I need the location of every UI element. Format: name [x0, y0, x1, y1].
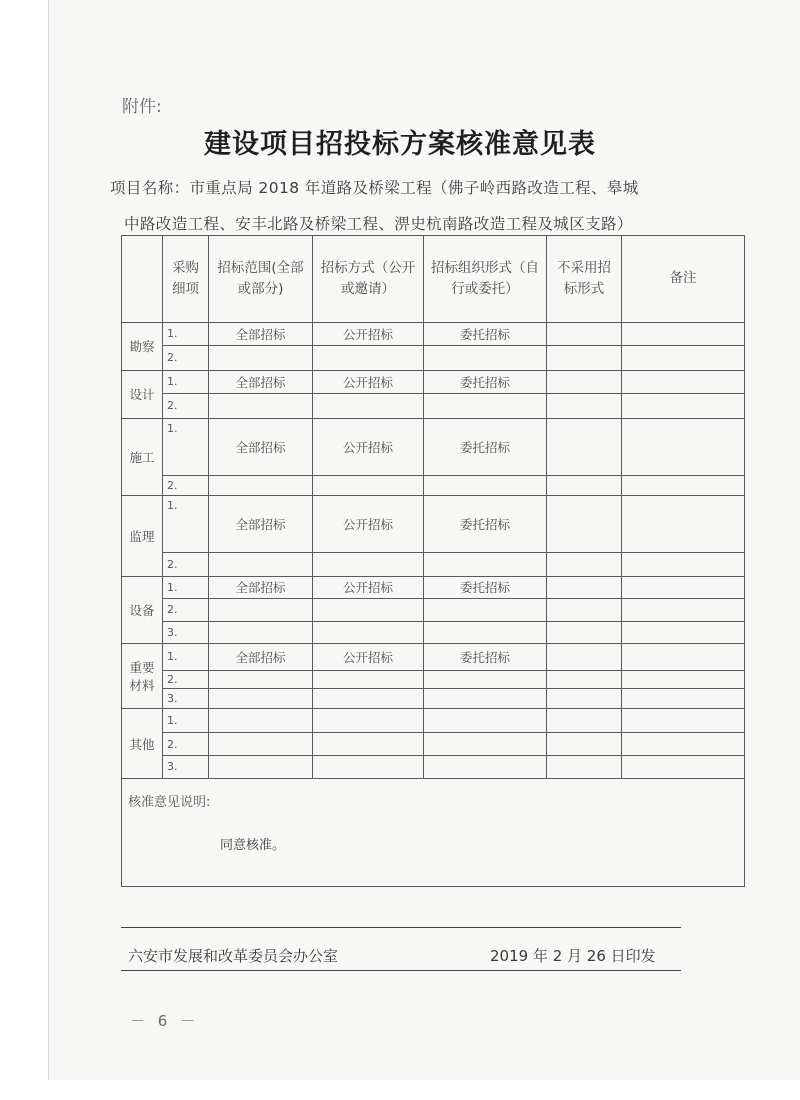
scope-cell: [209, 621, 313, 643]
remarks-cell: [622, 670, 745, 688]
scope-cell: [209, 732, 313, 755]
page-title: 建设项目招投标方案核准意见表: [204, 129, 596, 160]
table-row: [122, 418, 745, 475]
organization-cell: 委托招标: [424, 418, 547, 475]
not-adopted-cell: [547, 394, 622, 418]
header-scope: 招标范围(全部或部分): [209, 236, 313, 323]
approval-form-table: [121, 235, 745, 887]
table-row: [122, 732, 745, 755]
scope-cell: 全部招标: [209, 322, 313, 345]
remarks-cell: [622, 756, 745, 778]
scope-cell: [209, 346, 313, 370]
opinion-text: 同意核准。: [220, 837, 286, 853]
table-row: [122, 322, 745, 345]
remarks-cell: [622, 475, 745, 495]
row-number: 2.: [163, 553, 209, 576]
category-other: 其他: [122, 709, 163, 778]
organization-cell: [424, 756, 547, 778]
category-materials: 重要材料: [122, 644, 163, 709]
table-row: [122, 346, 745, 370]
project-name-line-2: 中路改造工程、安丰北路及桥梁工程、淠史杭南路改造工程及城区支路）: [124, 215, 633, 233]
category-design: 设计: [122, 370, 163, 418]
table-row: [122, 496, 745, 553]
not-adopted-cell: [547, 370, 622, 393]
footer-divider-top: [121, 927, 681, 928]
row-number: 1.: [163, 370, 209, 393]
row-number: 2.: [163, 599, 209, 621]
not-adopted-cell: [547, 475, 622, 495]
method-cell: 公开招标: [313, 576, 424, 598]
issue-date: 2019 年 2 月 26 日印发: [490, 947, 656, 965]
not-adopted-cell: [547, 732, 622, 755]
row-number: 2.: [163, 394, 209, 418]
not-adopted-cell: [547, 553, 622, 576]
organization-cell: 委托招标: [424, 322, 547, 345]
remarks-cell: [622, 621, 745, 643]
row-number: 2.: [163, 475, 209, 495]
not-adopted-cell: [547, 756, 622, 778]
method-cell: 公开招标: [313, 370, 424, 393]
remarks-cell: [622, 394, 745, 418]
method-cell: 公开招标: [313, 496, 424, 553]
organization-cell: [424, 553, 547, 576]
not-adopted-cell: [547, 644, 622, 671]
category-construction: 施工: [122, 418, 163, 496]
opinion-label: 核准意见说明:: [128, 794, 211, 810]
attachment-label: 附件:: [122, 97, 162, 117]
scope-cell: [209, 475, 313, 495]
scope-cell: 全部招标: [209, 644, 313, 671]
remarks-cell: [622, 322, 745, 345]
scope-cell: [209, 688, 313, 708]
header-category: [122, 236, 163, 323]
row-number: 2.: [163, 670, 209, 688]
footer-divider-bottom: [121, 970, 681, 971]
row-number: 3.: [163, 688, 209, 708]
method-cell: 公开招标: [313, 322, 424, 345]
category-supervision: 监理: [122, 496, 163, 577]
scope-cell: [209, 756, 313, 778]
header-item: 采购细项: [163, 236, 209, 323]
scope-cell: [209, 670, 313, 688]
organization-cell: [424, 346, 547, 370]
method-cell: 公开招标: [313, 644, 424, 671]
organization-cell: [424, 732, 547, 755]
row-number: 1.: [163, 644, 209, 671]
category-survey: 勘察: [122, 322, 163, 370]
row-number: 1.: [163, 496, 209, 553]
not-adopted-cell: [547, 709, 622, 732]
not-adopted-cell: [547, 599, 622, 621]
remarks-cell: [622, 370, 745, 393]
organization-cell: 委托招标: [424, 576, 547, 598]
method-cell: [313, 599, 424, 621]
not-adopted-cell: [547, 346, 622, 370]
row-number: 1.: [163, 709, 209, 732]
method-cell: [313, 621, 424, 643]
not-adopted-cell: [547, 621, 622, 643]
row-number: 3.: [163, 621, 209, 643]
scope-cell: 全部招标: [209, 418, 313, 475]
opinion-cell: [122, 778, 745, 886]
organization-cell: [424, 475, 547, 495]
table-row: [122, 576, 745, 598]
table-row: [122, 644, 745, 671]
table-row: [122, 553, 745, 576]
method-cell: [313, 709, 424, 732]
not-adopted-cell: [547, 688, 622, 708]
row-number: 1.: [163, 418, 209, 475]
method-cell: 公开招标: [313, 418, 424, 475]
header-remarks: 备注: [622, 236, 745, 323]
table-row: [122, 670, 745, 688]
not-adopted-cell: [547, 418, 622, 475]
table-row: [122, 370, 745, 393]
scope-cell: [209, 709, 313, 732]
remarks-cell: [622, 496, 745, 553]
scope-cell: 全部招标: [209, 496, 313, 553]
scope-cell: 全部招标: [209, 576, 313, 598]
method-cell: [313, 688, 424, 708]
remarks-cell: [622, 418, 745, 475]
category-equipment: 设备: [122, 576, 163, 643]
header-not-adopted: 不采用招标形式: [547, 236, 622, 323]
method-cell: [313, 475, 424, 495]
not-adopted-cell: [547, 576, 622, 598]
table-header-row: [122, 236, 745, 323]
remarks-cell: [622, 644, 745, 671]
organization-cell: [424, 688, 547, 708]
method-cell: [313, 394, 424, 418]
header-method: 招标方式（公开或邀请）: [313, 236, 424, 323]
organization-cell: [424, 394, 547, 418]
table-row: [122, 599, 745, 621]
opinion-row: [122, 778, 745, 886]
remarks-cell: [622, 688, 745, 708]
method-cell: [313, 756, 424, 778]
table-row: [122, 475, 745, 495]
organization-cell: [424, 621, 547, 643]
not-adopted-cell: [547, 322, 622, 345]
method-cell: [313, 732, 424, 755]
method-cell: [313, 553, 424, 576]
organization-cell: 委托招标: [424, 370, 547, 393]
table-row: [122, 394, 745, 418]
remarks-cell: [622, 709, 745, 732]
header-organization: 招标组织形式（自行或委托）: [424, 236, 547, 323]
remarks-cell: [622, 732, 745, 755]
remarks-cell: [622, 576, 745, 598]
table-row: [122, 709, 745, 732]
table-row: [122, 621, 745, 643]
row-number: 1.: [163, 576, 209, 598]
organization-cell: 委托招标: [424, 496, 547, 553]
page-number: － 6 －: [130, 1012, 200, 1030]
method-cell: [313, 670, 424, 688]
project-name: [110, 170, 720, 242]
scope-cell: [209, 394, 313, 418]
project-name-line-1: 项目名称：市重点局 2018 年道路及桥梁工程（佛子岭西路改造工程、皋城: [110, 179, 639, 197]
remarks-cell: [622, 599, 745, 621]
row-number: 2.: [163, 346, 209, 370]
remarks-cell: [622, 553, 745, 576]
scope-cell: 全部招标: [209, 370, 313, 393]
issuer-name: 六安市发展和改革委员会办公室: [128, 947, 339, 965]
organization-cell: [424, 599, 547, 621]
organization-cell: 委托招标: [424, 644, 547, 671]
method-cell: [313, 346, 424, 370]
row-number: 2.: [163, 732, 209, 755]
not-adopted-cell: [547, 670, 622, 688]
scope-cell: [209, 599, 313, 621]
row-number: 3.: [163, 756, 209, 778]
row-number: 1.: [163, 322, 209, 345]
not-adopted-cell: [547, 496, 622, 553]
table-row: [122, 756, 745, 778]
scope-cell: [209, 553, 313, 576]
table-row: [122, 688, 745, 708]
organization-cell: [424, 709, 547, 732]
organization-cell: [424, 670, 547, 688]
remarks-cell: [622, 346, 745, 370]
